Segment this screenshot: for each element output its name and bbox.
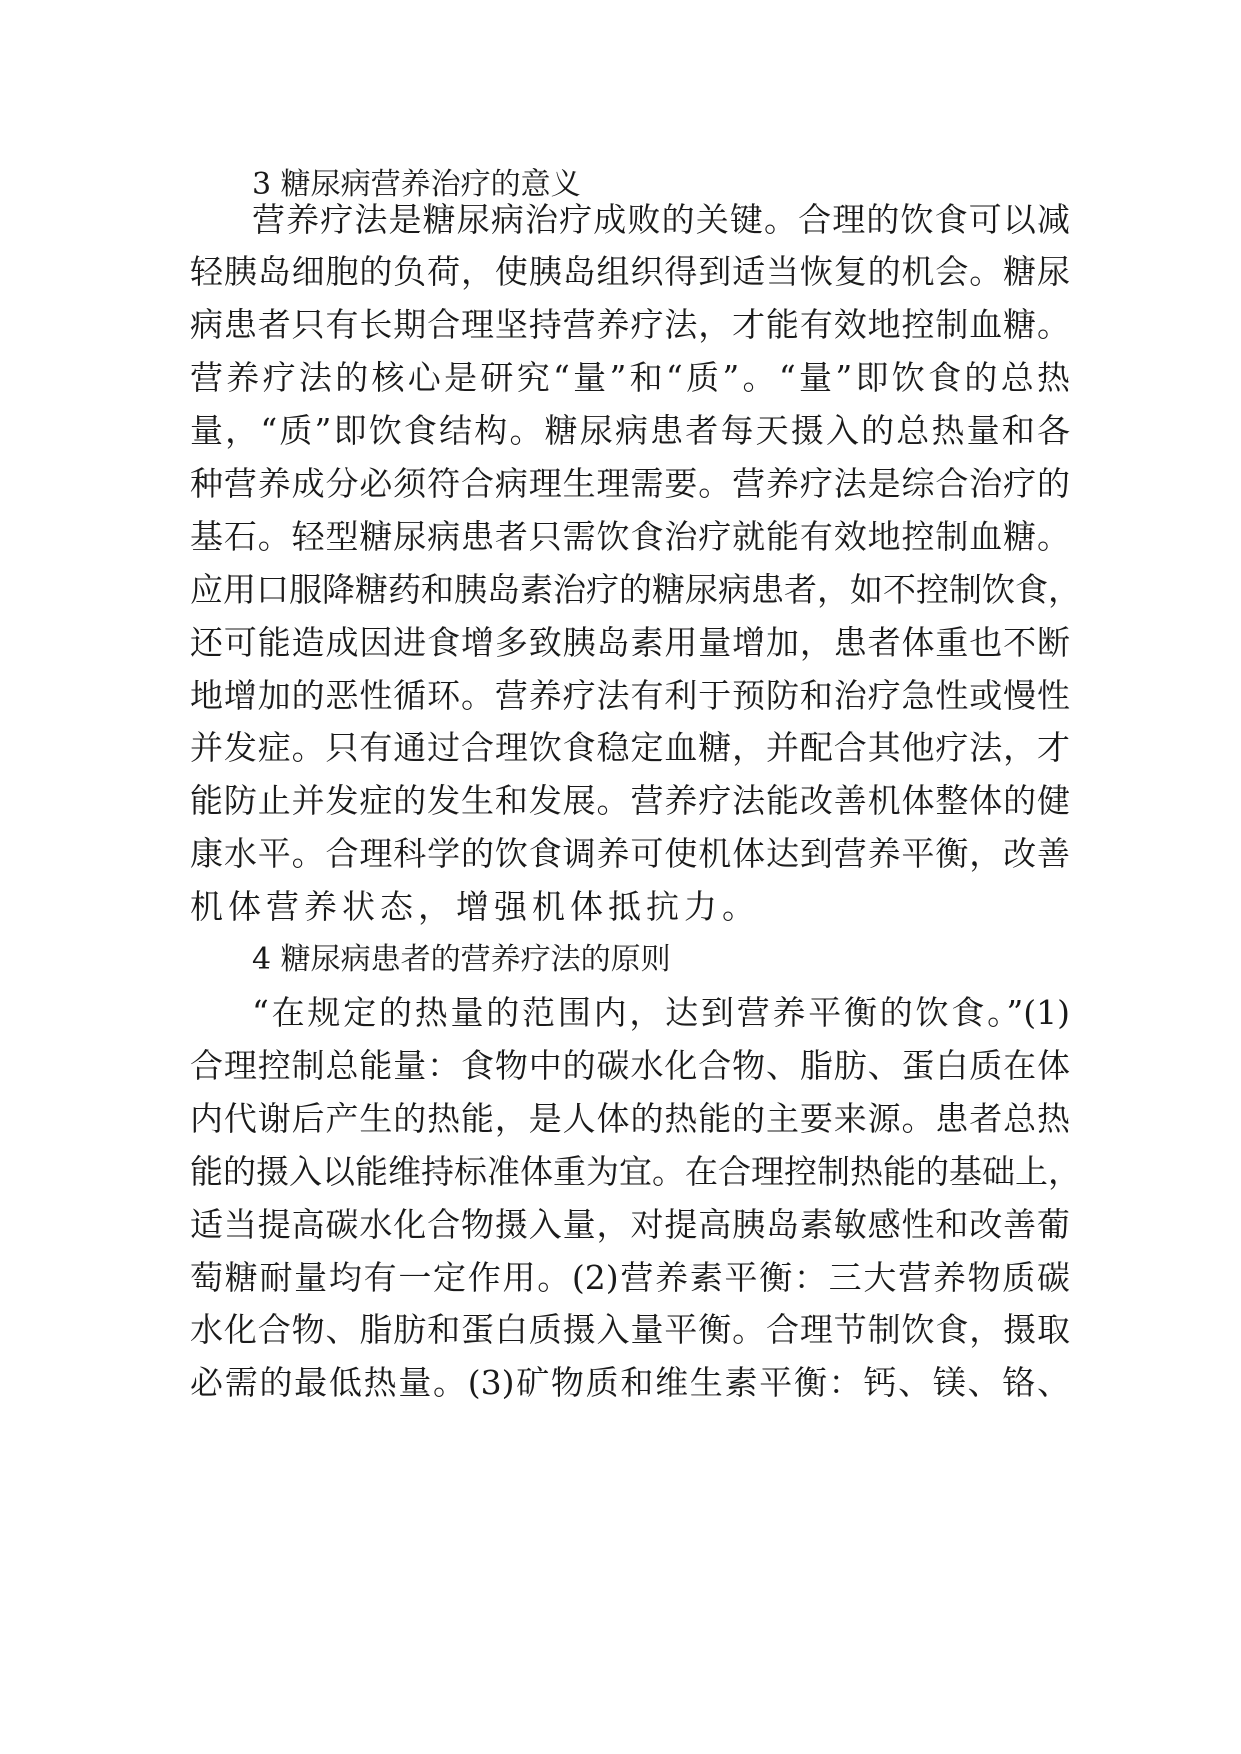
paragraph-line: 合理控制总能量：食物中的碳水化合物、脂肪、蛋白质在体: [190, 1046, 1070, 1085]
paragraph-line: 还可能造成因进食增多致胰岛素用量增加，患者体重也不断: [190, 623, 1070, 662]
paragraph-line: 萄糖耐量均有一定作用。(2)营养素平衡：三大营养物质碳: [190, 1258, 1070, 1297]
paragraph-line: 康水平。合理科学的饮食调养可使机体达到营养平衡，改善: [190, 834, 1070, 873]
paragraph-line: 机体营养状态，增强机体抵抗力。: [190, 887, 760, 926]
paragraph-line: 轻胰岛细胞的负荷，使胰岛组织得到适当恢复的机会。糖尿: [190, 252, 1070, 291]
paragraph-line: 病患者只有长期合理坚持营养疗法，才能有效地控制血糖。: [190, 305, 1070, 344]
paragraph-line: 能防止并发症的发生和发展。营养疗法能改善机体整体的健: [190, 781, 1070, 820]
paragraph-line: 必需的最低热量。(3)矿物质和维生素平衡：钙、镁、铬、: [190, 1363, 1070, 1402]
paragraph-line: 量，“质”即饮食结构。糖尿病患者每天摄入的总热量和各: [190, 411, 1070, 450]
paragraph-line: 营养疗法是糖尿病治疗成败的关键。合理的饮食可以减: [252, 200, 1070, 239]
paragraph-line: 地增加的恶性循环。营养疗法有利于预防和治疗急性或慢性: [190, 676, 1070, 715]
paragraph-line: 水化合物、脂肪和蛋白质摄入量平衡。合理节制饮食，摄取: [190, 1310, 1070, 1349]
section-3-heading: 3 糖尿病营养治疗的意义: [252, 167, 581, 202]
section-4-heading: 4 糖尿病患者的营养疗法的原则: [252, 942, 671, 977]
paragraph-line: 适当提高碳水化合物摄入量，对提高胰岛素敏感性和改善葡: [190, 1205, 1070, 1244]
paragraph-line: “在规定的热量的范围内，达到营养平衡的饮食。”(1): [252, 993, 1070, 1032]
paragraph-line: 营养疗法的核心是研究“量”和“质”。“量”即饮食的总热: [190, 358, 1070, 397]
paragraph-line: 并发症。只有通过合理饮食稳定血糖，并配合其他疗法，才: [190, 728, 1070, 767]
paragraph-line: 应用口服降糖药和胰岛素治疗的糖尿病患者，如不控制饮食，: [190, 570, 1081, 609]
paragraph-line: 能的摄入以能维持标准体重为宜。在合理控制热能的基础上，: [190, 1152, 1081, 1191]
paragraph-line: 内代谢后产生的热能，是人体的热能的主要来源。患者总热: [190, 1099, 1070, 1138]
paragraph-line: 种营养成分必须符合病理生理需要。营养疗法是综合治疗的: [190, 464, 1070, 503]
paragraph-line: 基石。轻型糖尿病患者只需饮食治疗就能有效地控制血糖。: [190, 517, 1070, 556]
